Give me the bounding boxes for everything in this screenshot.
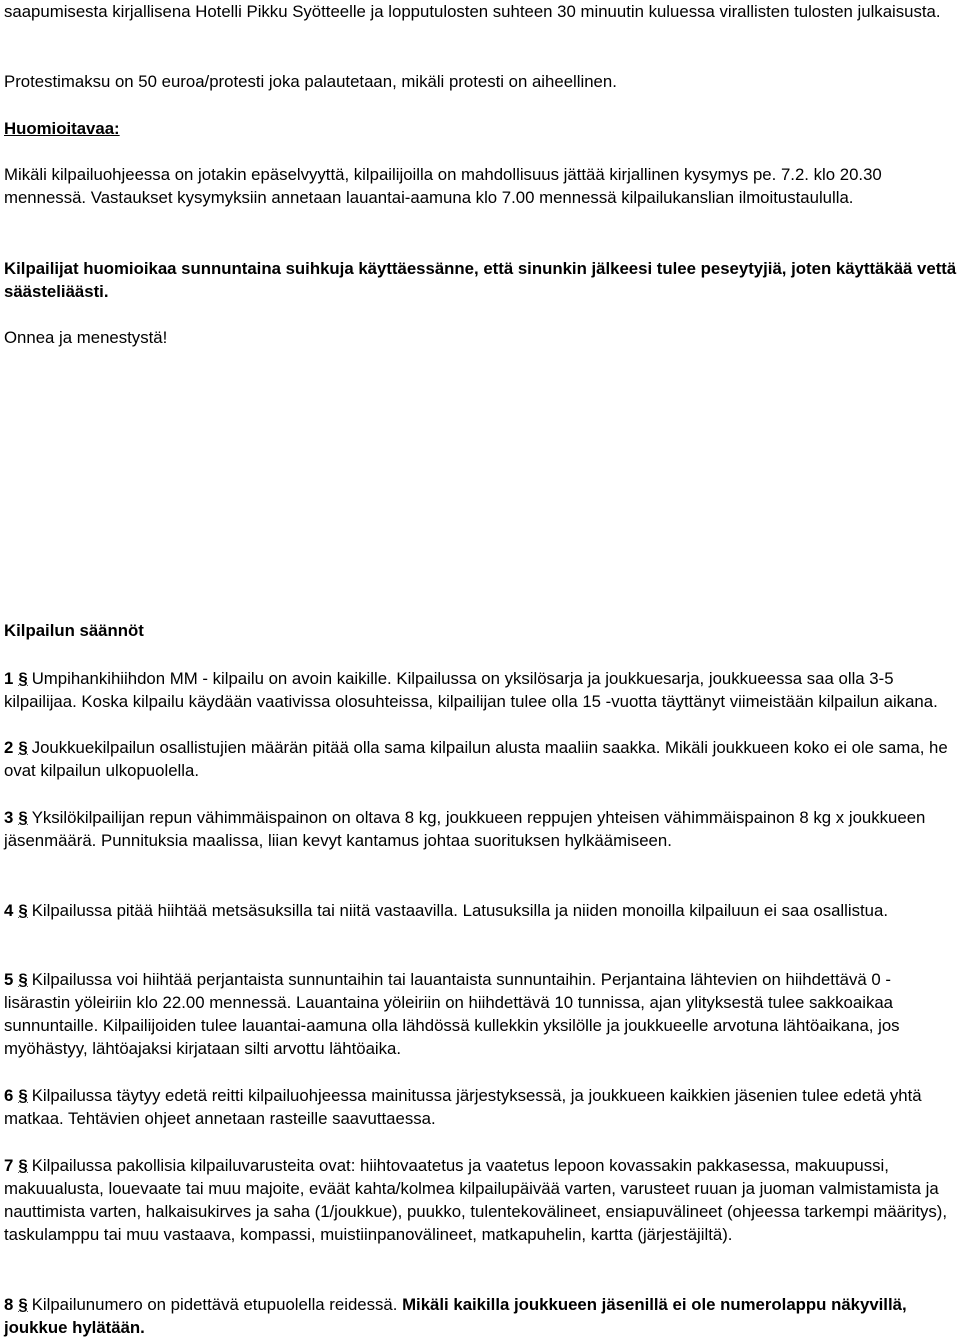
rule-bold-text: Mikäli kaikilla joukkueen jäsenillä ei ole numerolappu näkyvillä, joukkue hylätään. <box>4 1295 907 1337</box>
rules-heading: Kilpailun säännöt <box>4 621 144 640</box>
rule-text: Kilpailussa voi hiihtää perjantaista sunnuntaihin tai lauantaista sunnuntaihin. Perjantaina lähtevien on hiihdettävä 0 - lisärastin yöleiriin klo 22.00 mennessä. Lauantaina yöleiriin on hiihdettävä 10 tunnissa, ajan ylityksestä tulee sakkoaikaa sunnuntaille. Kilpailijoiden tulee lauantai-aamuna olla lähdössä kullekkin yksilölle ja joukkueelle arvotuna lähtöaikana, jos myöhästyy, lähtöajaksi kirjataan silti arvottu lähtöaika. <box>4 970 900 1058</box>
section-sign-icon: § <box>18 1156 28 1175</box>
rule-number: 7 <box>4 1156 14 1175</box>
rule-text: Kilpailunumero on pidettävä etupuolella reidessä. <box>31 1295 398 1314</box>
rule-number: 5 <box>4 970 14 989</box>
notice-text: Mikäli kilpailuohjeessa on jotakin epäselvyyttä, kilpailijoilla on mahdollisuus jättää kirjallinen kysymys pe. 7.2. klo 20.30 mennessä. Vastaukset kysymyksiin annetaan lauantai-aamuna klo 7.00 mennessä kilpailukanslian ilmoitustaululla. <box>4 165 882 207</box>
rule-item-6 <box>4 1084 958 1130</box>
protest-fee-paragraph: Protestimaksu on 50 euroa/protesti joka palautetaan, mikäli protesti on aiheellinen. <box>4 72 617 91</box>
rule-item-4 <box>4 899 958 922</box>
rule-item-3 <box>4 806 958 852</box>
rule-item-5 <box>4 968 958 1060</box>
rule-number: 4 <box>4 901 14 920</box>
notice-heading: Huomioitavaa: <box>4 119 120 138</box>
good-luck-text: Onnea ja menestystä! <box>4 328 168 347</box>
rule-text: Kilpailussa pitää hiihtää metsäsuksilla tai niitä vastaavilla. Latusuksilla ja niiden monoilla kilpailuun ei saa osallistua. <box>31 901 888 920</box>
section-sign-icon: § <box>18 738 28 757</box>
rule-item-1 <box>4 667 958 713</box>
rule-text: Yksilökilpailijan repun vähimmäispainon on oltava 8 kg, joukkueen reppujen yhteisen vähimmäispainon 8 kg x joukkueen jäsenmäärä. Punnituksia maalissa, liian kevyt kantamus johtaa suorituksen hylkäämiseen. <box>4 808 926 850</box>
section-sign-icon: § <box>18 901 28 920</box>
rule-text: Joukkuekilpailun osallistujien määrän pitää olla sama kilpailun alusta maaliin saakka. Mikäli joukkueen koko ei ole sama, he ovat kilpailun ulkopuolella. <box>4 738 948 780</box>
rule-item-7 <box>4 1154 958 1246</box>
rule-text: Kilpailussa pakollisia kilpailuvarusteita ovat: hiihtovaatetus ja vaatetus lepoon kovassakin pakkasessa, makuupussi, makuualusta, louevaate tai muu majoite, eväät kahta/kolmea kilpailupäivää varten, varusteet ruuan ja juoman valmistamista ja nauttimista varten, halkaisukirves ja saha (1/joukkue), puukko, tulentekovälineet, ensiapuvälineet (ohjeessa tarkempi määritys), taskulamppu tai muu vastaava, kompassi, muistiinpanovälineet, matkapuhelin, kartta (järjestäjiltä). <box>4 1156 948 1244</box>
rule-number: 2 <box>4 738 14 757</box>
shower-notice: Kilpailijat huomioikaa sunnuntaina suihkuja käyttäessänne, että sinunkin jälkeesi tulee peseytyjiä, joten käyttäkää vettä säästeliäästi. <box>4 259 957 301</box>
section-sign-icon: § <box>18 1086 28 1105</box>
rule-number: 1 <box>4 669 14 688</box>
section-sign-icon: § <box>18 808 28 827</box>
rule-item-2 <box>4 736 958 782</box>
rule-number: 6 <box>4 1086 14 1105</box>
section-sign-icon: § <box>18 1295 28 1314</box>
rule-number: 3 <box>4 808 14 827</box>
rule-text: Kilpailussa täytyy edetä reitti kilpailuohjeessa mainitussa järjestyksessä, ja joukkueen kaikkien jäsenien tulee edetä yhtä matkaa. Tehtävien ohjeet annetaan rasteille saavuttaessa. <box>4 1086 922 1128</box>
rule-item-8 <box>4 1293 958 1339</box>
rule-text: Umpihankihiihdon MM - kilpailu on avoin kaikille. Kilpailussa on yksilösarja ja joukkuesarja, joukkueessa saa olla 3-5 kilpailijaa. Koska kilpailu käydään vaativissa olosuhteissa, kilpailijan tulee olla 15 -vuotta täyttänyt viimeistään kilpailun aikana. <box>4 669 938 711</box>
intro-paragraph-1: saapumisesta kirjallisena Hotelli Pikku Syötteelle ja lopputulosten suhteen 30 minuutin kuluessa virallisten tulosten julkaisusta. <box>4 2 941 21</box>
section-sign-icon: § <box>18 669 28 688</box>
rule-number: 8 <box>4 1295 14 1314</box>
section-sign-icon: § <box>18 970 28 989</box>
